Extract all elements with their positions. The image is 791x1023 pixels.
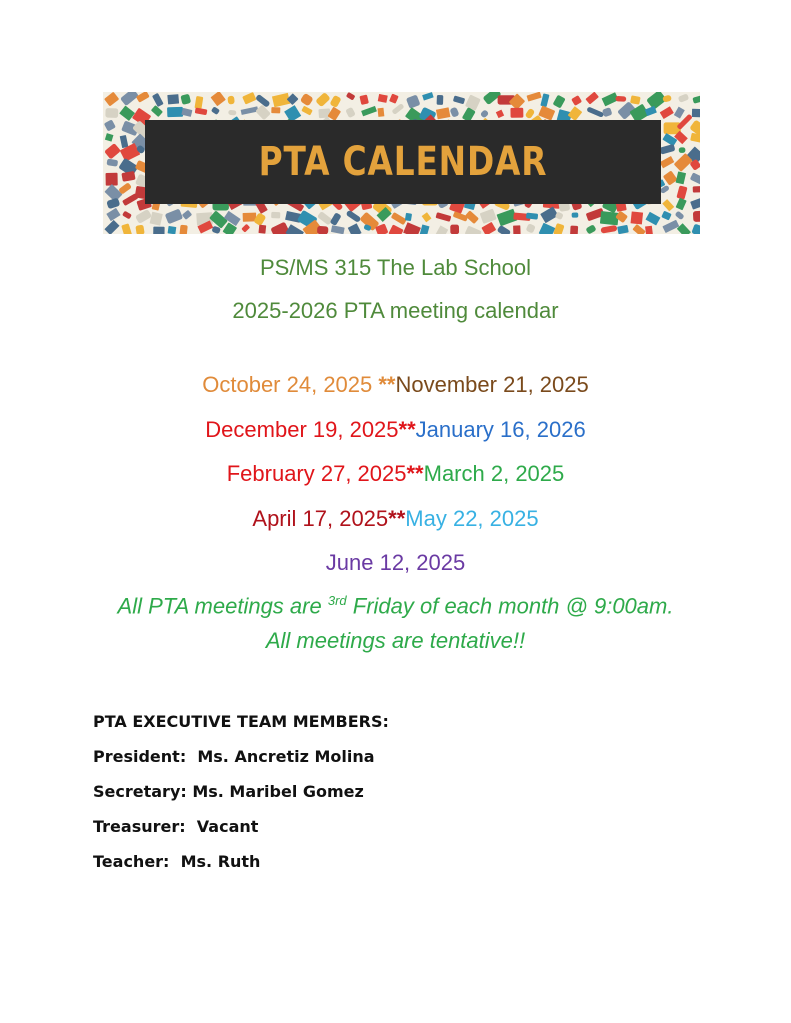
pattern-doodle	[570, 226, 578, 234]
note-superscript: 3rd	[327, 593, 347, 608]
pattern-doodle	[527, 92, 542, 102]
pattern-doodle	[617, 225, 629, 234]
pattern-doodle	[331, 225, 345, 234]
note-text: All PTA meetings are	[117, 593, 328, 619]
pattern-doodle	[258, 225, 266, 234]
pattern-doodle	[271, 107, 280, 113]
pattern-doodle	[675, 211, 685, 221]
pattern-doodle	[152, 93, 164, 107]
pattern-doodle	[106, 208, 120, 221]
pattern-doodle	[539, 223, 556, 234]
pattern-doodle	[662, 133, 677, 146]
pattern-doodle	[346, 210, 362, 223]
pattern-doodle	[317, 211, 333, 225]
pattern-doodle	[389, 93, 399, 103]
meeting-row-4	[0, 506, 791, 532]
pattern-doodle	[513, 225, 521, 234]
pattern-doodle	[496, 110, 504, 119]
pattern-doodle	[662, 220, 679, 233]
team-member-teacher: Teacher: Ms. Ruth	[93, 852, 261, 871]
team-member-president: President: Ms. Ancretiz Molina	[93, 747, 375, 766]
pattern-doodle	[106, 159, 118, 167]
pattern-doodle	[480, 109, 489, 118]
pattern-doodle	[122, 211, 132, 220]
pattern-doodle	[194, 96, 203, 109]
tentative-note: All meetings are tentative!!	[265, 628, 526, 653]
pattern-doodle	[571, 95, 582, 106]
pattern-doodle	[436, 212, 452, 222]
pattern-doodle	[377, 108, 384, 117]
date-separator: **	[378, 372, 396, 397]
pattern-doodle	[301, 106, 313, 116]
pattern-doodle	[405, 213, 412, 221]
pattern-doodle	[106, 198, 120, 210]
pattern-doodle	[465, 225, 482, 234]
meeting-row-1	[0, 372, 791, 398]
pattern-doodle	[676, 185, 687, 199]
pattern-doodle	[450, 225, 459, 234]
pattern-doodle	[104, 119, 116, 131]
pattern-doodle	[119, 106, 135, 121]
pattern-doodle	[168, 226, 177, 234]
pattern-doodle	[300, 93, 314, 107]
pattern-doodle	[167, 107, 183, 117]
meeting-date: January 16, 2026	[415, 417, 586, 442]
pattern-doodle	[136, 92, 150, 103]
pattern-doodle	[315, 92, 331, 107]
meeting-row-3	[0, 461, 791, 487]
pattern-doodle	[121, 171, 135, 182]
pattern-doodle	[165, 209, 183, 225]
pattern-doodle	[211, 92, 226, 106]
pattern-doodle	[122, 193, 138, 206]
pattern-doodle	[676, 171, 686, 184]
pattern-doodle	[179, 225, 188, 234]
pattern-doodle	[211, 106, 220, 115]
pattern-doodle	[391, 103, 404, 115]
pattern-doodle	[403, 222, 421, 234]
pattern-doodle	[135, 225, 144, 234]
pattern-doodle	[348, 223, 362, 234]
pattern-doodle	[662, 199, 674, 211]
pattern-doodle	[645, 212, 660, 226]
pattern-doodle	[391, 212, 407, 225]
pattern-doodle	[572, 212, 579, 217]
pattern-doodle	[255, 105, 271, 121]
banner-title: PTA CALENDAR	[258, 139, 548, 185]
pattern-doodle	[150, 212, 163, 226]
pattern-doodle	[361, 106, 377, 116]
team-member-treasurer: Treasurer: Vacant	[93, 817, 259, 836]
meeting-date: November 21, 2025	[395, 372, 589, 397]
pattern-doodle	[449, 107, 459, 118]
pattern-doodle	[285, 224, 304, 234]
school-name: PS/MS 315 The Lab School	[259, 255, 532, 280]
pattern-doodle	[481, 222, 496, 234]
date-separator: **	[388, 506, 406, 531]
pattern-doodle	[690, 198, 700, 210]
pattern-doodle	[480, 209, 497, 224]
note-text: Friday of each month @ 9:00am.	[346, 593, 674, 619]
pattern-doodle	[679, 147, 686, 153]
pattern-doodle	[585, 224, 596, 234]
pattern-doodle	[195, 108, 208, 116]
pattern-doodle	[437, 95, 444, 105]
pattern-doodle	[106, 173, 118, 186]
pattern-doodle	[690, 172, 700, 187]
banner	[103, 92, 700, 234]
pattern-doodle	[540, 93, 549, 107]
pattern-doodle	[525, 108, 536, 119]
pattern-doodle	[600, 225, 617, 234]
pattern-doodle	[693, 211, 700, 222]
pattern-doodle	[182, 210, 192, 220]
pattern-doodle	[526, 213, 538, 220]
pattern-doodle	[693, 186, 700, 193]
pattern-doodle	[526, 223, 536, 233]
pattern-doodle	[436, 107, 451, 119]
pattern-doodle	[359, 94, 369, 105]
meeting-date: March 2, 2025	[423, 461, 565, 486]
pattern-doodle	[692, 94, 700, 103]
pattern-doodle	[659, 144, 675, 155]
pattern-doodle	[227, 96, 234, 105]
date-separator: **	[398, 417, 416, 442]
pattern-doodle	[632, 224, 645, 234]
meeting-row-2	[0, 417, 791, 443]
pattern-doodle	[153, 227, 164, 234]
meeting-date: April 17, 2025	[252, 506, 389, 531]
pattern-doodle	[422, 212, 432, 222]
pattern-doodle	[224, 211, 241, 226]
team-member-secretary: Secretary: Ms. Maribel Gomez	[93, 782, 364, 801]
pattern-doodle	[678, 93, 690, 102]
pattern-doodle	[690, 133, 700, 143]
meeting-date: June 12, 2025	[325, 550, 466, 575]
pattern-doodle	[151, 105, 163, 117]
pattern-doodle	[180, 94, 191, 105]
pattern-doodle	[436, 225, 449, 234]
meeting-date: February 27, 2025	[226, 461, 407, 486]
pattern-doodle	[105, 108, 118, 118]
pattern-doodle	[663, 170, 678, 185]
meeting-schedule-note	[0, 593, 791, 619]
pattern-doodle	[329, 95, 341, 108]
executive-team	[93, 712, 389, 887]
pattern-doodle	[674, 107, 685, 119]
meeting-date: December 19, 2025	[205, 417, 399, 442]
pattern-doodle	[453, 95, 465, 104]
pattern-doodle	[602, 107, 613, 117]
pattern-doodle	[630, 95, 641, 104]
pattern-doodle	[121, 223, 132, 234]
pattern-doodle	[271, 212, 280, 219]
pattern-doodle	[388, 224, 403, 234]
team-heading: PTA EXECUTIVE TEAM MEMBERS:	[93, 712, 389, 731]
pattern-doodle	[465, 210, 479, 224]
pattern-doodle	[692, 109, 700, 118]
pattern-doodle	[228, 110, 236, 116]
meeting-date: May 22, 2025	[405, 506, 539, 531]
pattern-doodle	[422, 92, 434, 101]
pattern-doodle	[242, 92, 256, 105]
pattern-doodle	[660, 156, 675, 168]
pattern-doodle	[135, 209, 152, 224]
pattern-doodle	[660, 106, 674, 119]
pattern-doodle	[585, 92, 599, 105]
pattern-doodle	[631, 211, 644, 224]
pattern-doodle	[510, 108, 523, 118]
pattern-doodle	[241, 224, 250, 233]
pattern-doodle	[346, 92, 356, 100]
calendar-title: 2025-2026 PTA meeting calendar	[232, 298, 559, 323]
pattern-doodle	[676, 198, 687, 211]
meeting-row-5	[0, 550, 791, 576]
pattern-doodle	[104, 92, 119, 106]
pattern-doodle	[600, 211, 619, 225]
pattern-doodle	[105, 133, 114, 142]
pattern-doodle	[661, 211, 671, 221]
pattern-doodle	[317, 226, 329, 234]
pattern-doodle	[691, 224, 700, 234]
pattern-doodle	[120, 135, 129, 148]
banner-title-box	[145, 120, 661, 204]
pattern-doodle	[677, 223, 691, 234]
pattern-doodle	[104, 220, 119, 234]
pattern-doodle	[241, 106, 259, 115]
pattern-doodle	[497, 225, 511, 234]
pattern-doodle	[615, 96, 626, 102]
meeting-date: October 24, 2025	[202, 372, 379, 397]
pattern-doodle	[406, 95, 421, 109]
date-separator: **	[406, 461, 424, 486]
pattern-doodle	[540, 206, 558, 223]
pattern-doodle	[645, 226, 653, 234]
pattern-doodle	[378, 94, 388, 103]
pattern-doodle	[553, 95, 566, 109]
pattern-doodle	[586, 106, 604, 117]
pattern-doodle	[120, 92, 139, 106]
pattern-doodle	[419, 224, 429, 234]
pattern-doodle	[104, 143, 121, 159]
pattern-doodle	[167, 94, 179, 104]
pattern-doodle	[345, 107, 356, 118]
